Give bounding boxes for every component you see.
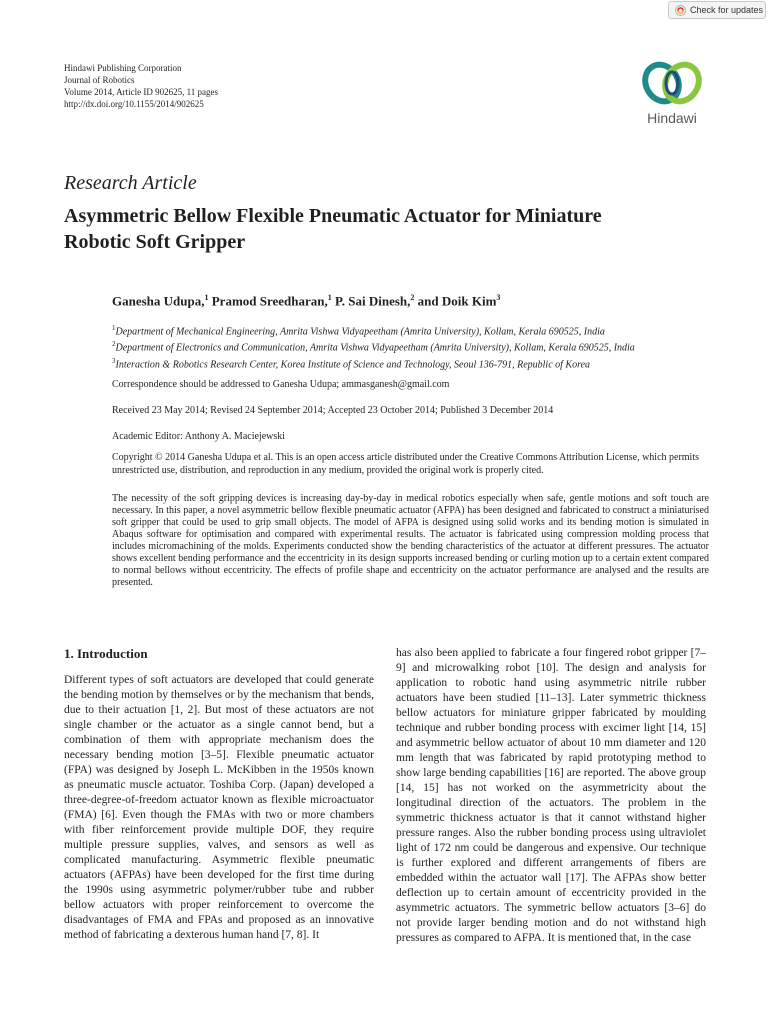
doi-link[interactable]: http://dx.doi.org/10.1155/2014/902625 bbox=[64, 99, 204, 109]
article-title: Asymmetric Bellow Flexible Pneumatic Actuator for Miniature Robotic Soft Gripper bbox=[64, 205, 602, 253]
author-name: Pramod Sreedharan, bbox=[211, 293, 328, 309]
affiliation bbox=[112, 322, 732, 338]
check-updates-label: Check for updates bbox=[690, 5, 764, 15]
author-affil-number: 2 bbox=[410, 293, 415, 302]
intro-paragraph-left: Different types of soft actuators are developed that could generate the bending motion by themselves or by the mechanism that bends, due to their actuation [1, 2]. But most of these actuators are not single chamber or the actuator as a single cannot bend, but a combination of them with appropriate mechanism does the necessary bending motion [3–5]. Flexible pneumatic actuator (FPA) was designed by Joseph L. McKibben in the 1950s known as pneumatic muscle actuator. Toshiba Corp. (Japan) developed a three-degree-of-freedom actuator known as flexible microactuator (FMA) [6]. Even though the FMAs with two or more chambers with fiber reinforcement provide multiple DOF, they require multiple pressure supplies, valves, and sensors as well as complicated manufacturing. Asymmetric flexible pneumatic actuators (AFPAs) have been developed for the first time during the 1990s using asymmetric polymer/rubber tube and rubber bellow actuators with proper reinforcement to overcome the disadvantages of FMA and FPAs and proposed as an innovative method of fabricating a dexterous human hand [7, 8]. It bbox=[64, 674, 374, 941]
body-column-left bbox=[64, 646, 374, 943]
affiliation-text: Department of Mechanical Engineering, Amrita Vishwa Vidyapeetham (Amrita University), Kollam, Kerala 690525, India bbox=[115, 326, 605, 338]
affiliation-number: 1 bbox=[112, 324, 116, 332]
affiliation bbox=[112, 338, 732, 354]
check-for-updates-button[interactable] bbox=[668, 1, 766, 19]
hindawi-logo-text: Hindawi bbox=[647, 110, 697, 126]
affiliation-text: Department of Electronics and Communication, Amrita Vishwa Vidyapeetham (Amrita University), Kollam, Kerala 690525, India bbox=[115, 342, 635, 354]
hindawi-logo-icon bbox=[639, 58, 705, 108]
publisher-name: Hindawi Publishing Corporation bbox=[64, 63, 182, 73]
copyright-notice: Copyright © 2014 Ganesha Udupa et al. This is an open access article distributed under the Creative Commons Attribution License, which permits unrestricted use, distribution, and reproduction in any medium, provided the original work is properly cited. bbox=[112, 452, 700, 476]
author-list bbox=[112, 293, 500, 309]
author-name: Ganesha Udupa, bbox=[112, 293, 205, 309]
body-column-right bbox=[396, 646, 706, 946]
article-dates: Received 23 May 2014; Revised 24 September 2014; Accepted 23 October 2014; Published 3 December 2014 bbox=[112, 405, 554, 416]
author-affil-number: 1 bbox=[327, 293, 332, 302]
volume-info: Volume 2014, Article ID 902625, 11 pages bbox=[64, 87, 218, 97]
intro-paragraph-right: has also been applied to fabricate a four fingered robot gripper [7–9] and microwalking robot [10]. The design and analysis for application to robotic hand using asymmetric nitrile rubber actuators have been studied [11–13]. Later symmetric thickness bellow actuators for miniature gripper fabricated by moulding technique and rubber bonding process with excimer light [14, 15] and asymmetric bellow actuator of about 10 mm diameter and 120 mm length that was fabricated by rapid prototyping method to show large bending capabilities [16] are reported. The above group [14, 15] has not worked on the asymmetricity about the longitudinal direction of the actuators. The problem in the symmetric thickness actuator is that it cannot withstand higher pressure ranges. Also the rubber bonding process using ultraviolet light of 172 nm could be dangerous and expensive. Our technique is further explored and different arrangements of fibers are embedded within the actuator wall [17]. The AFPAs show better deflection up to certain amount of eccentricity provided in the asymmetric actuators. The symmetric bellow actuators [3–6] do not provide larger bending motion and do not withstand high pressures as compared to AFPA. It is mentioned that, in the case bbox=[396, 647, 706, 944]
author-name: P. Sai Dinesh, bbox=[335, 293, 411, 309]
journal-info bbox=[64, 62, 218, 110]
check-updates-icon bbox=[675, 5, 686, 16]
affiliation bbox=[112, 355, 732, 371]
journal-name: Journal of Robotics bbox=[64, 75, 135, 85]
article-type: Research Article bbox=[64, 172, 197, 194]
affiliation-number: 3 bbox=[112, 356, 116, 365]
hindawi-logo bbox=[633, 58, 711, 126]
correspondence: Correspondence should be addressed to Ganesha Udupa; ammasganesh@gmail.com bbox=[112, 379, 450, 390]
affiliation-list bbox=[112, 322, 732, 371]
section-heading: 1. Introduction bbox=[64, 646, 148, 661]
affiliation-number: 2 bbox=[112, 340, 116, 349]
academic-editor: Academic Editor: Anthony A. Maciejewski bbox=[112, 431, 286, 442]
author-affil-number: 3 bbox=[496, 293, 501, 302]
abstract: The necessity of the soft gripping devices is increasing day-by-day in medical robotics especially when safe, gentle motions and soft touch are necessary. In this paper, a novel asymmetric bellow flexible pneumatic actuator (AFPA) has been designed and fabricated to construct a miniaturised soft gripper that could be used to grip small objects. The model of AFPA is designed using solid works and its bending motion is simulated in Abaqus software for optimisation and compared with experimental results. The actuator is fabricated using compression molding process that includes micromachining of the molds. Experiments conducted show the bending characteristics of the actuator at different pressures. The actuator shows excellent bending performance and the eccentricity in its design supports increased bending or curling motion up to a certain extent compared to normal bellows without eccentricity. The effects of profile shape and eccentricity on the actuator performance are analysed and the results are presented. bbox=[112, 493, 709, 588]
author-affil-number: 1 bbox=[204, 293, 209, 302]
author-name: and Doik Kim bbox=[417, 293, 497, 309]
affiliation-text: Interaction & Robotics Research Center, Korea Institute of Science and Technology, Seoul 136-791, Republic of Korea bbox=[115, 358, 591, 370]
